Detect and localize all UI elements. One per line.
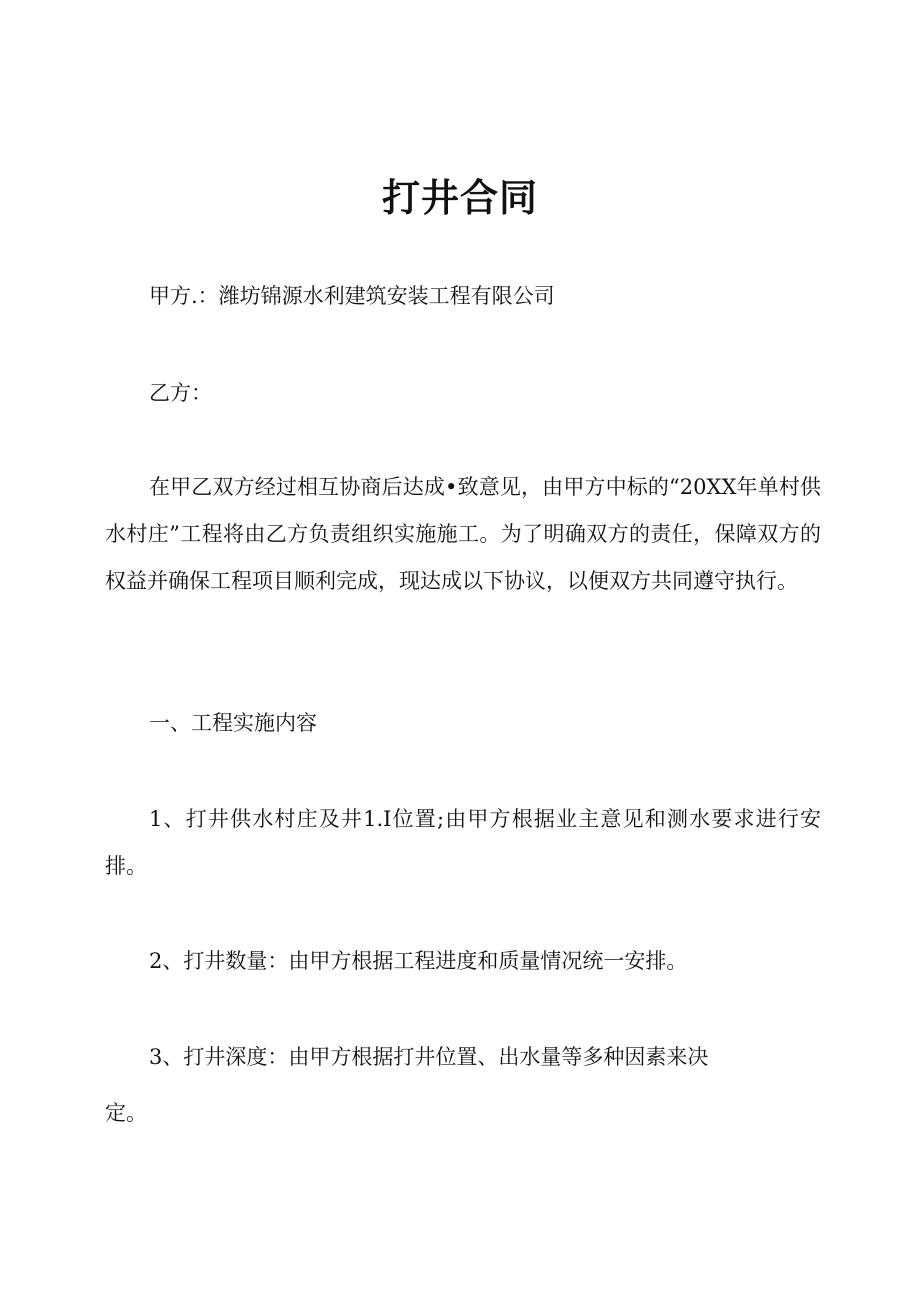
party-b-line: 乙方：: [149, 381, 212, 405]
item-1-paragraph: 1、打井供水村庄及井1.I位置;由甲方根据业主意见和测水要求进行安排。: [105, 807, 821, 878]
intro-paragraph: 在甲乙双方经过相互协商后达成•致意见，由甲方中标的“20XX年单村供水村庄”工程将由乙方负责组织实施施工。为了明确双方的责任，保障双方的权益并确保工程项目顺利完成，现达成以下协议，以便双方共同遵守执行。: [105, 475, 821, 593]
item-3-line-2: 定。: [105, 1101, 147, 1125]
section-heading: 一、工程实施内容: [149, 711, 317, 735]
document-title: 打井合同: [381, 176, 538, 220]
item-3-line-1: 3、打井深度：由甲方根据打井位置、出水量等多种因素来决: [149, 1045, 709, 1069]
item-2-paragraph: 2、打井数量：由甲方根据工程进度和质量情况统一安排。: [149, 949, 688, 973]
party-a-line: 甲方.：潍坊锦源水利建筑安装工程有限公司: [149, 284, 555, 308]
